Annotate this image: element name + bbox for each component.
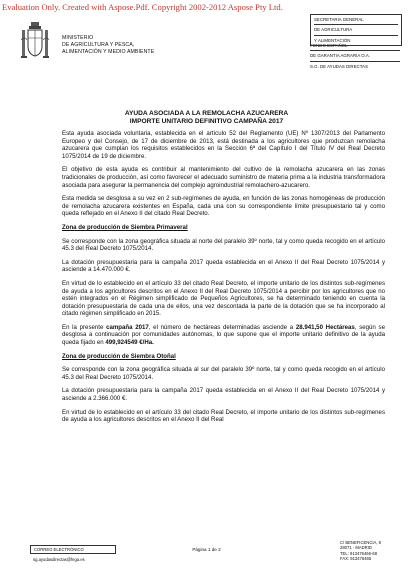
paragraph: Esta ayuda asociada voluntaria, establecida en el artículo 52 del Reglamento (UE) Nº 1307/2013 del Parlamento Europeo y del Consejo, de 17 de diciembre de 2013, está destinada a los agricultores que produzcan remolacha azucarera que cumplan los requisitos establecidos en la Sección 6ª del Capítulo I del Título IV del Real Decreto 1075/2014 de 19 de diciembre. xyxy=(62,130,385,160)
paragraph: El objetivo de esta ayuda es contribuir al mantenimiento del cultivo de la remolacha azucarera en las zonas tradicionales de producción, así como favorecer el adecuado suministro de materia prima a la industria transformadora asociada para asegurar la permanencia del complejo agroindustrial remolachero-azucarero. xyxy=(62,166,385,189)
paragraph: En virtud de lo establecido en el artículo 33 del citado Real Decreto, el importe unitario de los distintos sub-regímenes de ayuda a los agricultores descritos en el Anexo II del Real Decreto 1075/2014 a percibir por los agricultores que no estén integrados en el Régimen simplificado de Pequeños Agricultores, se ha determinado teniendo en cuenta la dotación presupuestaria de cada una de ellos, una vez descontada la parte de la dotación que se ha incorporado al citado régimen simplificado en 2015. xyxy=(62,279,385,318)
paragraph: La dotación presupuestaria para la campaña 2017 queda establecida en el Anexo II del Real Decreto 1075/2014 y asciende a 14.470.000 €. xyxy=(62,258,385,274)
text-run: En la presente xyxy=(62,323,107,331)
section-heading-primaveral: Zona de producción de Siembra Primaveral xyxy=(62,223,188,231)
email-address[interactable]: sg.ayudasdirectas@fega.es xyxy=(33,557,85,562)
paragraph: Esta medida se desglosa a su vez en 2 sub-regímenes de ayuda, en función de las zonas homogéneas de producción de remolacha azucarera existentes en España, cada una con su correspondiente límite presupuestario tal y como queda reflejado en el Anexo II del citado Real Decreto. xyxy=(62,195,385,218)
address-line: FAX: 913476465 xyxy=(340,556,372,562)
address-line: C/ BENEFICENCIA, 8 xyxy=(340,540,381,545)
box-line: SECRETARIA GENERAL xyxy=(314,17,364,22)
address-line: TEL: 913476466-68 xyxy=(340,550,378,556)
fega-box xyxy=(310,43,400,69)
page-number: Página 1 de 2 xyxy=(192,547,221,552)
ministry-line: DE AGRICULTURA Y PESCA, xyxy=(62,42,135,48)
divider xyxy=(310,50,400,51)
text-run: , el número de hectáreas determinadas asciende a xyxy=(148,323,296,331)
box-line: Y ALIMENTACIÓN xyxy=(314,37,351,43)
hectares-total: 28.941,50 Hectáreas xyxy=(295,323,355,331)
unit-amount: 499,924549 €/Ha. xyxy=(105,339,154,347)
email-label-box: CORREO ELECTRÓNICO xyxy=(30,545,116,554)
campaign-year: campaña 2017 xyxy=(106,323,149,331)
section-heading-otonal: Zona de producción de Siembra Otoñal xyxy=(62,352,176,360)
address-line: 28071 - MADRID xyxy=(340,545,372,551)
paragraph-summary xyxy=(62,324,385,347)
ministry-line: MINISTERIO xyxy=(62,35,94,41)
box-line: S.G. DE AYUDAS DIRECTAS xyxy=(310,63,368,69)
paragraph: Se corresponde con la zona geográfica situada al sur del paralelo 39º norte, tal y como queda recogido en el artículo 45.3 del Real Decreto 1075/2014. xyxy=(62,366,385,381)
address-block xyxy=(340,540,381,562)
divider xyxy=(314,35,398,36)
document-subtitle: IMPORTE UNITARIO DEFINITIVO CAMPAÑA 2017 xyxy=(129,118,284,125)
box-line: FONDO ESPAÑOL xyxy=(310,43,348,48)
paragraph: La dotación presupuestaria para la campaña 2017 queda establecida en el Anexo II del Real Decreto 1075/2014 y asciende a 2.366.000 €. xyxy=(62,387,385,403)
box-line: DE AGRICULTURA xyxy=(314,27,353,33)
document-title: AYUDA ASOCIADA A LA REMOLACHA AZUCARERA xyxy=(124,110,289,117)
secretaria-box xyxy=(310,14,402,46)
watermark-text: Evaluation Only. Created with Aspose.Pdf. Copyright 2002-2012 Aspose Pty Ltd. xyxy=(2,2,283,12)
paragraph: En virtud de lo establecido en el artículo 33 del citado Real Decreto, el importe unitario de los distintos sub-regímenes de ayuda a los agricultores descritos en el Anexo II del Real xyxy=(62,408,385,424)
coat-of-arms-logo xyxy=(20,20,50,64)
divider xyxy=(314,24,398,25)
paragraph: Se corresponde con la zona geográfica situada al norte del paralelo 39º norte, tal y como queda recogido en el artículo 45.3 del Real Decreto 1075/2014. xyxy=(62,237,385,253)
box-line: DE GARANTIA AGRARIA O.A. xyxy=(310,53,371,59)
ministry-name xyxy=(62,35,154,56)
ministry-line: ALIMENTACIÓN Y MEDIO AMBIENTE xyxy=(62,49,155,55)
divider xyxy=(310,61,400,62)
document-body xyxy=(62,130,385,430)
text-run: , según se desglosa a continuación por comunidades autónomas, lo que supone que el importe unitario definitivo de la ayuda queda fijado en xyxy=(62,323,385,347)
